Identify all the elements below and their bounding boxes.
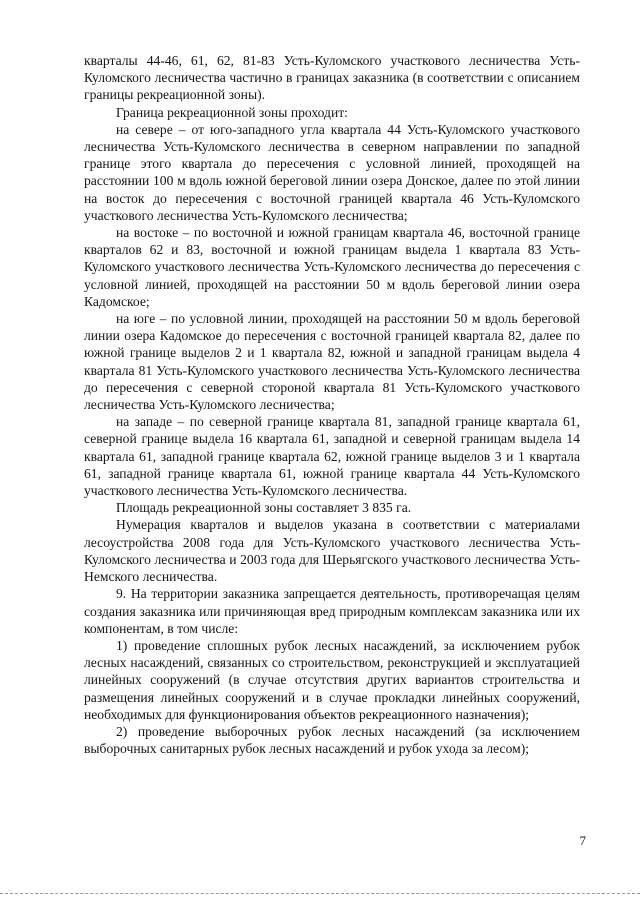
paragraph-numbering-note: Нумерация кварталов и выделов указана в соответствии с материалами лесоустройства 2008 года для Усть-Куломского участкового лесничества Усть-Куломского лесничества и 2003 года для Шерьягского участкового лесничества Усть-Немского лесничества. bbox=[84, 517, 580, 585]
paragraph-item-9: 9. На территории заказника запрещается деятельность, противоречащая целям создания заказника или причиняющая вред природным комплексам заказника или их компонентам, в том числе: bbox=[84, 586, 580, 636]
paragraph-quarters-list: кварталы 44-46, 61, 62, 81-83 Усть-Куломского участкового лесничества Усть-Куломского лесничества частично в границах заказника (в соответствии с описанием границы рекреационной зоны). bbox=[84, 53, 580, 103]
paragraph-zone-area: Площадь рекреационной зоны составляет 3 835 га. bbox=[116, 500, 412, 516]
document-body bbox=[84, 52, 580, 757]
paragraph-boundary-south: на юге – по условной линии, проходящей на расстоянии 50 м вдоль береговой линии озера Кадомское до пересечения с восточной границей квартала 82, далее по южной границе выделов 2 и 1 квартала 82, южной и западной границам выдела 4 квартала 81 Усть-Куломского участкового лесничества Усть-Куломского лесничества до пересечения с северной стороной квартала 81 Усть-Куломского участкового лесничества Усть-Куломского лесничества; bbox=[84, 311, 580, 413]
paragraph-boundary-north: на севере – от юго-западного угла квартала 44 Усть-Куломского участкового лесничества Усть-Куломского лесничества в северном направлении по западной границе этого квартала до пересечения с условной линией, проходящей на расстоянии 100 м вдоль южной береговой линии озера Донское, далее по этой линии на восток до пересечения с восточной границей квартала 46 Усть-Куломского участкового лесничества Усть-Куломского лесничества; bbox=[84, 121, 580, 223]
paragraph-subitem-1: 1) проведение сплошных рубок лесных насаждений, за исключением рубок лесных насаждений, связанных со строительством, реконструкцией и эксплуатацией линейных сооружений (в случае отсутствия других вариантов строительства и размещения линейных сооружений и в случае прокладки линейных сооружений, необходимых для функционирования объектов рекреационного назначения); bbox=[84, 637, 580, 722]
paragraph-subitem-2: 2) проведение выборочных рубок лесных насаждений (за исключением выборочных санитарных рубок лесных насаждений и рубок ухода за лесом); bbox=[84, 723, 580, 757]
page-number: 7 bbox=[579, 833, 586, 848]
paragraph-boundary-east: на востоке – по восточной и южной границам квартала 46, восточной границе кварталов 62 и 83, восточной и южной границам выдела 1 квартала 83 Усть-Куломского участкового лесничества Усть-Куломского лесничества до пересечения с условной линией, проходящей на расстоянии 50 м вдоль береговой линии озера Кадомское; bbox=[84, 225, 580, 309]
paragraph-boundary-intro: Граница рекреационной зоны проходит: bbox=[116, 104, 348, 120]
scan-edge-line bbox=[0, 893, 640, 894]
paragraph-boundary-west: на западе – по северной границе квартала 81, западной границе квартала 61, северной границе выдела 16 квартала 61, западной и северной границам выдела 14 квартала 61, западной границе квартала 62, южной границе выделов 3 и 1 квартала 61, западной границе квартала 61, южной границе квартала 44 Усть-Куломского участкового лесничества Усть-Куломского лесничества. bbox=[84, 414, 580, 499]
